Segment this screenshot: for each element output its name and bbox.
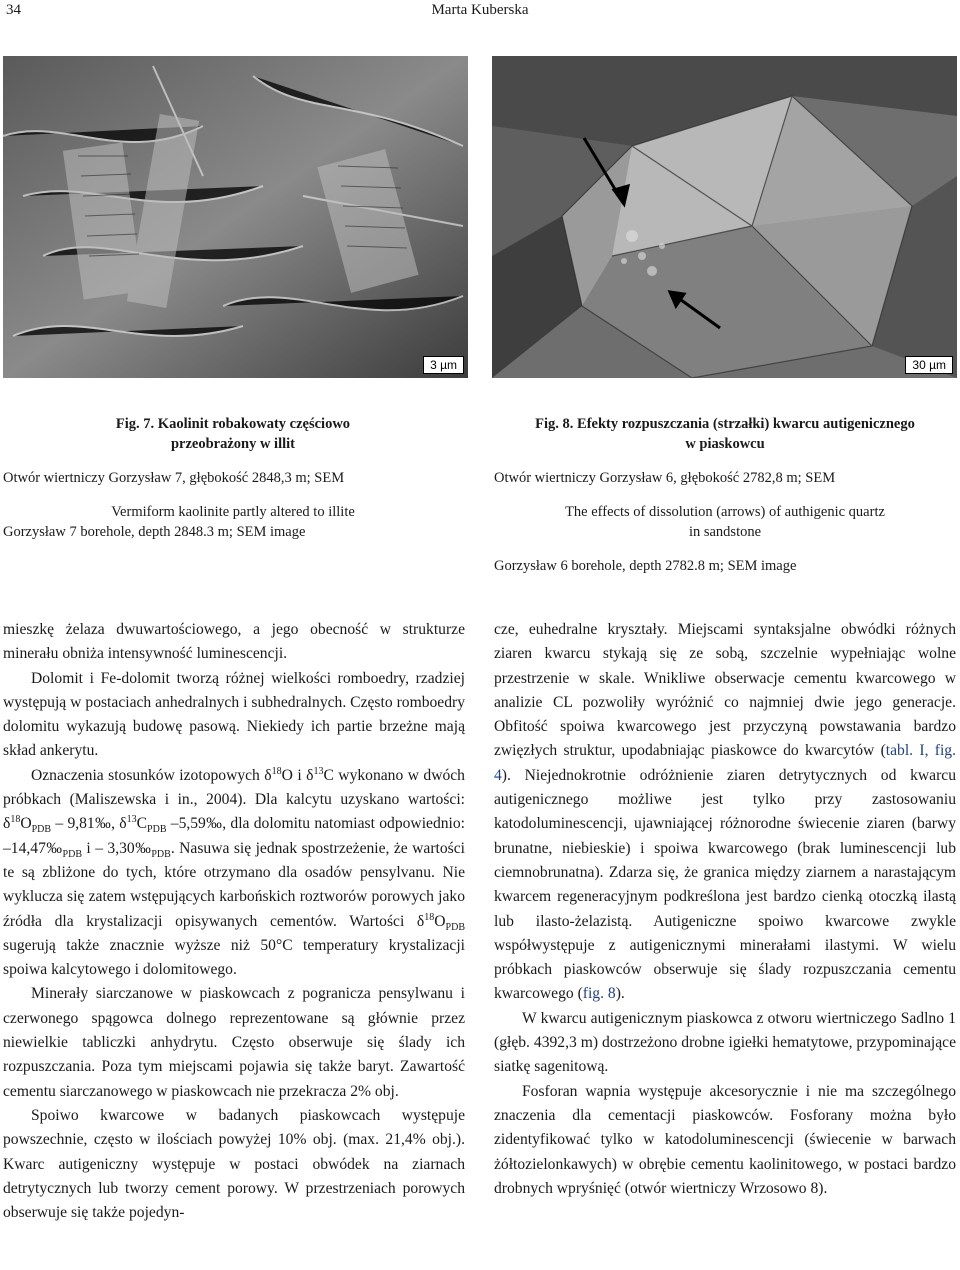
right-text-column (494, 618, 956, 1201)
running-head-author: Marta Kuberska (431, 2, 529, 18)
page-number: 34 (6, 2, 21, 18)
right-paragraph-1: cze, euhedralne kryształy. Miejscami syntaksjalne obwódki różnych ziaren kwarcu stykają się ze sobą, szczelnie wypełniając wolne przestrzenie w skale. Wnikliwe obserwacje cementu kwarcowego w analizie CL pozwoliły wyróżnić co najmniej dwie jego generacje. Obfitość spoiwa kwarcowego jest przyczyną powstawania bardzo zwięzłych struktur, upodabniając piaskowce do kwarcytów (tabl. I, fig. 4). Niejednokrotnie odróżnienie ziaren detrytycznych od kwarcu autigenicznego możliwe jest tylko przy zastosowaniu katodoluminescencji, ujawniającej różnorodne świecenie ziaren (barwy brunatne, niebieskie) i spoiwa kwarcowego (brak luminescencji lub ciemnobrunatna). Zdarza się, że granica między ziarnem a narastającym kwarcem regeneracyjnym podkreślona jest bardzo cienką otoczką ilastą lub ilasto-żelazistą. Autigeniczne spoiwo kwarcowe zwykle współwystępuje z autigenicznymi minerałami ilastymi. W wielu próbkach piaskowców obserwuje się ślady rozpuszczania cementu kwarcowego (fig. 8). (494, 621, 956, 1003)
fig7-caption (3, 414, 463, 542)
fig8-sem-image (492, 56, 957, 378)
right-paragraph-3: Fosforan wapnia występuje akcesorycznie i nie ma szczególnego znaczenia dla cementacji piaskowców. Fosforany można było zidentyfikować tylko w katodoluminescencji (świecenie w barwach żółtozielonkawych) w obrębie cementu kaolinitowego, w postaci bardzo drobnych wpryśnięć (otwór wiertniczy Wrzosowo 8). (494, 1082, 956, 1197)
fig8-en-title-line1: The effects of dissolution (arrows) of authigenic quartz (565, 504, 885, 520)
fig8-title-line2: w piaskowcu (685, 436, 765, 452)
fig7-sem-image (3, 56, 468, 378)
fig8-title-line1: Fig. 8. Efekty rozpuszczania (strzałki) kwarcu autigenicznego (535, 416, 915, 432)
fig8-caption (494, 414, 956, 576)
left-paragraph-4: Minerały siarczanowe w piaskowcach z pogranicza pensylwanu i czerwonego spągowca dolnego reprezentowane są głównie przez niewielkie tabliczki anhydrytu. Często obserwuje się ślady ich rozpuszczania. Poza tym miejscami pojawia się także baryt. Zawartość cementu siarczanowego w piaskowcach nie przekracza 2% obj. (3, 985, 465, 1100)
fig8-en-source: Gorzysław 6 borehole, depth 2782.8 m; SEM image (494, 558, 797, 574)
fig8-en-title-line2: in sandstone (688, 524, 762, 540)
fig7-title-line2: przeobrażony w illit (170, 436, 296, 452)
right-paragraph-2: W kwarcu autigenicznym piaskowca z otworu wiertniczego Sadlno 1 (głęb. 4392,3 m) dostrzeżono drobne igiełki hematytowe, przypominające siatkę sagenitową. (494, 1009, 956, 1076)
fig7-title-line1: Fig. 7. Kaolinit robakowaty częściowo (115, 416, 351, 432)
fig8-pl-source: Otwór wiertniczy Gorzysław 6, głębokość 2782,8 m; SEM (494, 470, 836, 486)
fig7-en-title: Vermiform kaolinite partly altered to illite (111, 504, 355, 520)
fig8-sem-texture (492, 56, 957, 378)
fig7-pl-source: Otwór wiertniczy Gorzysław 7, głębokość 2848,3 m; SEM (3, 470, 345, 486)
left-paragraph-2: Dolomit i Fe-dolomit tworzą różnej wielkości romboedry, rzadziej występują w postaciach anhedralnych i subhedralnych. Często romboedry dolomitu wykazują budowę pasową. Niekiedy ich partie brzeżne mają skład ankerytu. (3, 669, 465, 760)
fig7-sem-texture (3, 56, 468, 378)
left-text-column (3, 618, 465, 1225)
fig7-en-source: Gorzysław 7 borehole, depth 2848.3 m; SEM image (3, 524, 306, 540)
fig7-scale-bar: 3 µm (423, 356, 464, 374)
page-header (0, 0, 960, 28)
left-paragraph-3: Oznaczenia stosunków izotopowych $\delta^{18}O$ i $\delta^{13}C$ wykonano w dwóch próbkach (Maliszewska i in., 2004). Dla kalcytu uzyskano wartości: $\delta^{18}O_{PDB}$ – 9,81‰, $\delta^{13}C_{PDB}$ –5,59‰, dla dolomitu natomiast odpowiednio: $-14,47‰_{PDB}$ i – $3,30‰_{PDB}$. Nasuwa się jednak spostrzeżenie, że wartości te są zbliżone do tych, które otrzymano dla osadów pensylvanu. Nie wyklucza się zatem wstępujących karbońskich roztworów porowych jako źródła dla krystalizacji opisywanych cementów. Wartości $\delta^{18}O_{PDB}$ sugerują także znacznie wyższe niż 50°C temperatury krystalizacji spoiwa kalcytowego i dolomitowego. (3, 765, 465, 979)
fig8-scale-bar: 30 µm (905, 356, 953, 374)
left-paragraph-1: mieszkę żelaza dwuwartościowego, a jego obecność w strukturze minerału obniża intensywność luminescencji. (3, 621, 465, 663)
link-fig-8[interactable]: fig. 8 (582, 985, 616, 1003)
link-tabl-i-fig-4[interactable]: tabl. I, fig. 4 (494, 742, 956, 784)
left-paragraph-5: Spoiwo kwarcowe w badanych piaskowcach występuje powszechnie, często w ilościach powyżej 10% obj. (max. 21,4% obj.). Kwarc autigeniczny występuje w postaci obwódek na ziarnach detrytycznych lub tworzy cement porowy. W przestrzeniach porowych obserwuje się także pojedyn- (3, 1106, 465, 1222)
